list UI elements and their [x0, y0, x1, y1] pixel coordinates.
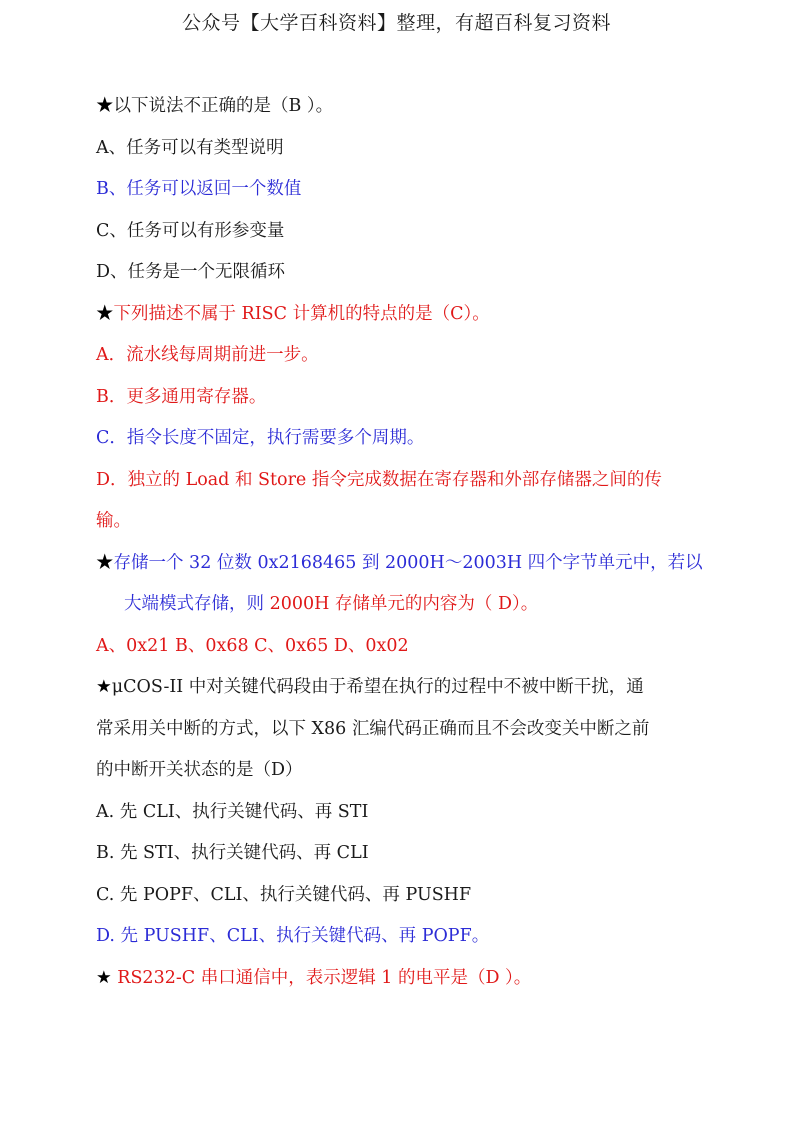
q1-option-a: A、任务可以有类型说明 [96, 137, 284, 158]
q4-option-b: B. 先 STI、执行关键代码、再 CLI [96, 843, 369, 863]
q4-option-d: D. 先 PUSHF、CLI、执行关键代码、再 POPF。 [96, 926, 490, 946]
q3-stem-cont-a: 大端模式存储，则 [124, 594, 270, 614]
q3-stem-cont-b: 2000H 存储单元的内容为（ D）。 [269, 594, 539, 614]
q2-option-b: B．更多通用寄存器。 [96, 386, 267, 407]
q2-option-d-cont: 输。 [96, 511, 131, 531]
q2-option-d: D．独立的 Load 和 Store 指令完成数据在寄存器和外部存储器之间的传 [96, 469, 662, 490]
q3-options: A、0x21 B、0x68 C、0x65 D、0x02 [96, 635, 409, 656]
star-icon: ★ [96, 552, 114, 573]
star-icon: ★ [96, 967, 112, 988]
star-icon: ★ [96, 96, 114, 116]
q4-option-c: C. 先 POPF、CLI、执行关键代码、再 PUSHF [96, 884, 472, 905]
q4-stem-cont: 常采用关中断的方式，以下 X86 汇编代码正确而且不会改变关中断之前 [96, 718, 650, 739]
q2-stem [96, 294, 686, 336]
star-icon: ★ [96, 303, 114, 324]
q4-stem-cont-2: 的中断开关状态的是（D） [96, 760, 303, 780]
q3-stem-text: 存储一个 32 位数 0x2168465 到 2000H～2003H 四个字节单元中，若以 [113, 552, 703, 573]
q1-option-d: D、任务是一个无限循环 [96, 262, 286, 282]
q1-option-c: C、任务可以有形参变量 [96, 220, 285, 241]
star-icon: ★ [96, 677, 112, 697]
q2-stem-text: 下列描述不属于 RISC 计算机的特点的是（C）。 [113, 303, 490, 324]
q3-stem [96, 543, 703, 585]
q3-stem-cont [96, 584, 686, 626]
q2-option-a: A．流水线每周期前进一步。 [96, 345, 319, 365]
question-list [96, 86, 703, 999]
page-header: 公众号【大学百科资料】整理，有超百科复习资料 [181, 12, 611, 34]
q5-stem-text: RS232-C 串口通信中，表示逻辑 1 的电平是（D ）。 [111, 967, 532, 988]
q1-option-b: B、任务可以返回一个数值 [96, 179, 302, 199]
q2-option-c: C．指令长度不固定，执行需要多个周期。 [96, 428, 425, 448]
q4-stem [96, 667, 686, 709]
q4-stem-text: μCOS-II 中对关键代码段由于希望在执行的过程中不被中断干扰，通 [111, 677, 644, 697]
q4-option-a: A. 先 CLI、执行关键代码、再 STI [96, 801, 369, 822]
q1-stem-text: 以下说法不正确的是（B ）。 [113, 96, 334, 116]
q5-stem [96, 958, 686, 1000]
q1-stem [96, 86, 686, 128]
